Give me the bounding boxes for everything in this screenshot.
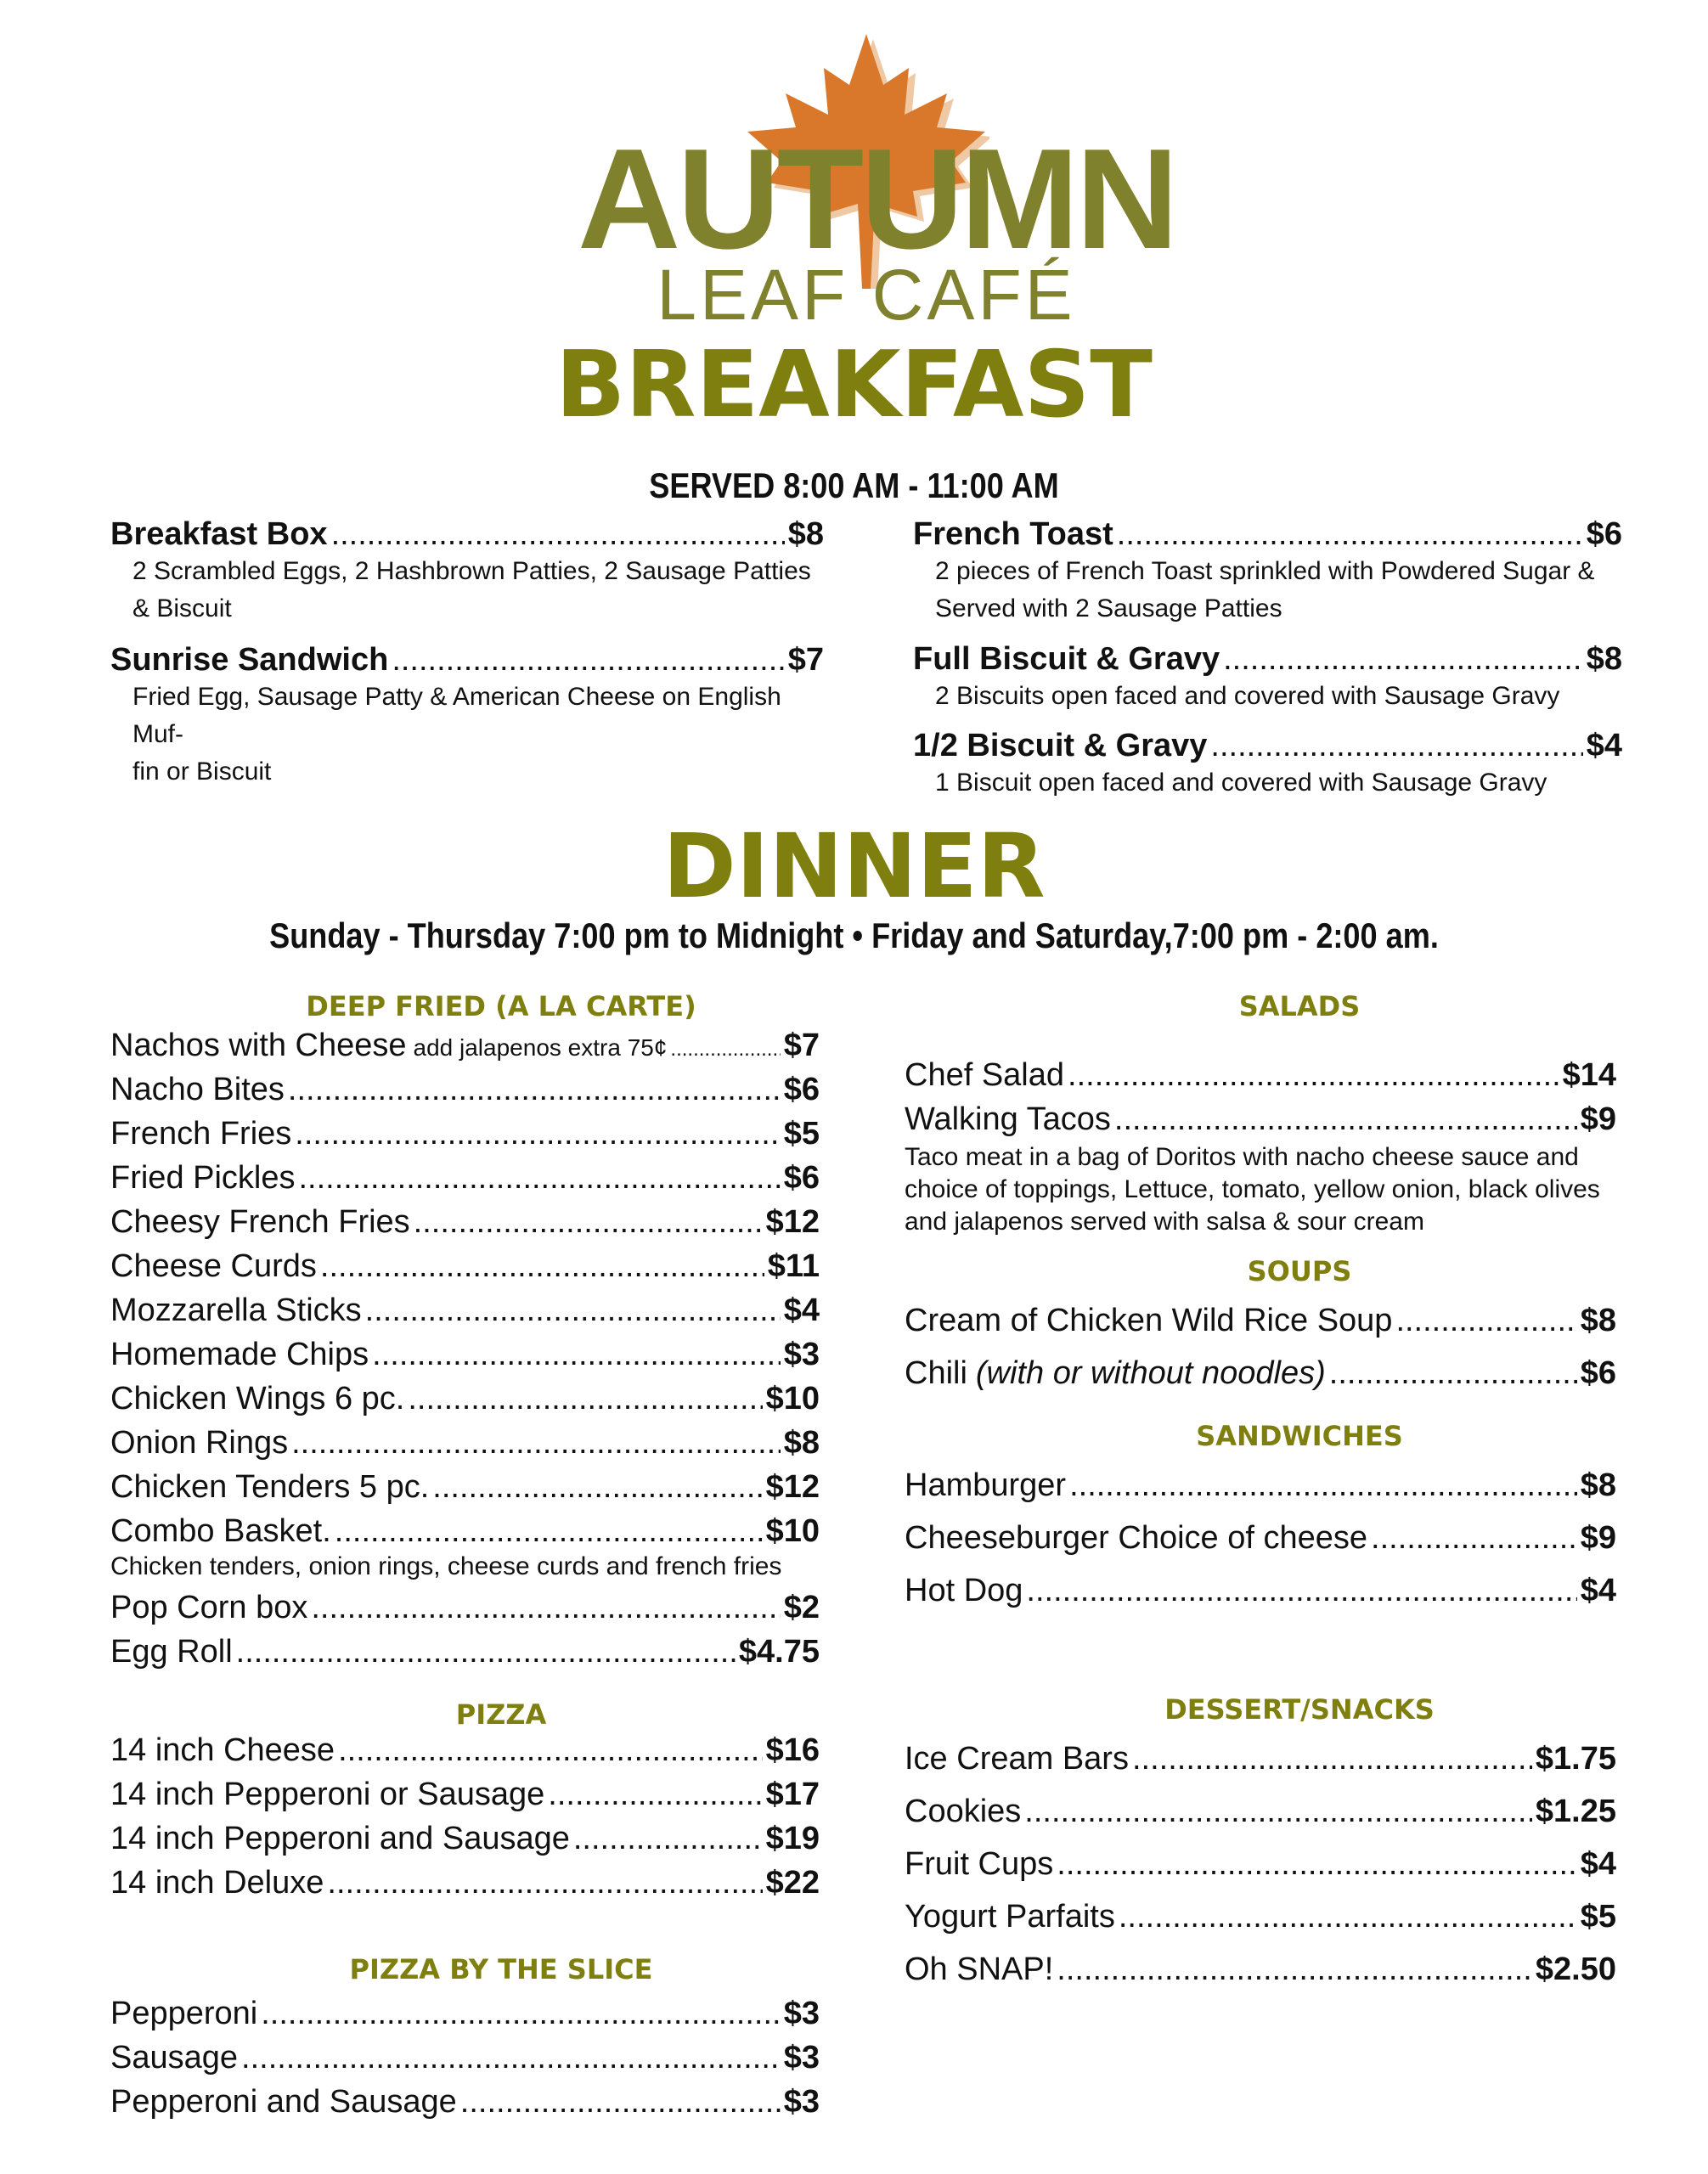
item-price: $1.75	[1535, 1741, 1616, 1777]
item-description: 2 Scrambled Eggs, 2 Hashbrown Patties, 2 Sausage Patties & Biscuit	[132, 557, 811, 622]
breakfast-title: BREAKFAST	[555, 332, 1153, 438]
menu-item	[110, 1381, 820, 1417]
section-sandwiches-title: SANDWICHES	[1196, 1420, 1403, 1452]
item-name: Full Biscuit & Gravy	[913, 641, 1220, 677]
item-name: Chicken Wings 6 pc.	[110, 1381, 405, 1416]
item-price: $4	[1580, 1846, 1616, 1882]
logo-word-leaf-cafe: LEAF CAFÉ	[657, 255, 1076, 335]
item-price: $10	[765, 1513, 820, 1549]
menu-item	[905, 1467, 1616, 1504]
section-soups-title: SOUPS	[1247, 1255, 1352, 1287]
item-description: 2 Biscuits open faced and covered with Sausage Gravy	[935, 682, 1560, 710]
breakfast-served-hours: SERVED 8:00 AM - 11:00 AM	[649, 465, 1059, 505]
item-name: Cheesy French Fries	[110, 1204, 410, 1240]
item-price: $6	[783, 1072, 820, 1107]
menu-item	[110, 1634, 820, 1670]
item-price: $22	[765, 1865, 820, 1901]
item-name: Pop Corn box	[110, 1590, 308, 1625]
item-name: Nachos with Cheese	[110, 1028, 407, 1063]
dinner-hours: Sunday - Thursday 7:00 pm to Midnight • Friday and Saturday,7:00 pm - 2:00 am.	[269, 915, 1439, 955]
menu-item	[110, 1425, 820, 1462]
item-price: $16	[765, 1732, 820, 1768]
item-price: $4	[1580, 1573, 1616, 1608]
item-name: Hamburger	[905, 1467, 1067, 1503]
menu-item	[110, 2084, 820, 2120]
section-pizza-slice-title: PIZZA BY THE SLICE	[349, 1953, 653, 1985]
item-name: 1/2 Biscuit & Gravy	[913, 728, 1208, 763]
item-name: Egg Roll	[110, 1634, 233, 1670]
item-note: add jalapenos extra 75¢	[413, 1034, 668, 1061]
item-price: $9	[1580, 1101, 1616, 1137]
breakfast-item	[913, 641, 1622, 715]
dinner-title: DINNER	[662, 814, 1046, 918]
menu-item	[905, 1355, 1616, 1392]
item-price: $4	[783, 1293, 820, 1328]
item-name: Hot Dog	[905, 1573, 1023, 1608]
menu-item	[905, 1520, 1616, 1557]
item-name: Onion Rings	[110, 1425, 289, 1461]
item-name: Fruit Cups	[905, 1846, 1054, 1882]
menu-item	[110, 1337, 820, 1373]
item-price: $6	[1586, 516, 1622, 552]
menu-item	[110, 1513, 820, 1550]
item-price: $8	[783, 1425, 820, 1461]
item-description: 2 pieces of French Toast sprinkled with Powdered Sugar & Served with 2 Sausage Patties	[935, 557, 1595, 622]
breakfast-item	[110, 516, 824, 628]
item-name: Sausage	[110, 2040, 239, 2075]
menu-item	[110, 1996, 820, 2032]
item-name: 14 inch Pepperoni or Sausage	[110, 1777, 545, 1812]
item-price: $5	[1580, 1899, 1616, 1935]
section-salads-title: SALADS	[1238, 990, 1361, 1022]
breakfast-item	[913, 728, 1622, 802]
item-name: Pepperoni and Sausage	[110, 2084, 457, 2120]
menu-item	[905, 1101, 1616, 1138]
item-description: Fried Egg, Sausage Patty & American Cheese on English Muf- fin or Biscuit	[132, 683, 781, 786]
item-name: Mozzarella Sticks	[110, 1293, 362, 1328]
menu-item	[110, 1160, 820, 1197]
menu-item	[905, 1741, 1616, 1777]
item-name: Combo Basket.	[110, 1513, 331, 1549]
item-name: Cheeseburger Choice of cheese	[905, 1520, 1368, 1556]
menu-item	[110, 1732, 820, 1769]
item-price: $7	[783, 1028, 820, 1063]
menu-item	[110, 1469, 820, 1506]
cafe-logo	[578, 34, 1175, 335]
item-price: $19	[765, 1821, 820, 1856]
item-price: $9	[1580, 1520, 1616, 1556]
walking-tacos-description: Taco meat in a bag of Doritos with nacho cheese sauce and choice of toppings, Lettuce, tomato, yellow onion, black olives and jalapenos served with salsa & sour cream	[905, 1143, 1600, 1236]
breakfast-item	[913, 516, 1622, 628]
item-price: $11	[767, 1248, 820, 1284]
item-price: $2.50	[1535, 1952, 1616, 1987]
menu-item	[905, 1303, 1616, 1339]
item-name: Homemade Chips	[110, 1337, 369, 1372]
item-price: $17	[765, 1777, 820, 1812]
item-name: Pepperoni	[110, 1996, 258, 2031]
menu-item	[905, 1846, 1616, 1883]
item-name: Yogurt Parfaits	[905, 1899, 1115, 1935]
item-name: French Toast	[913, 516, 1113, 552]
item-name: Walking Tacos	[905, 1101, 1111, 1137]
item-price: $14	[1562, 1057, 1616, 1093]
item-price: $4	[1586, 728, 1622, 763]
section-dessert-title: DESSERT/SNACKS	[1164, 1693, 1435, 1726]
combo-basket-description: Chicken tenders, onion rings, cheese curds and french fries	[110, 1552, 782, 1580]
section-pizza-title: PIZZA	[455, 1698, 547, 1731]
item-name: 14 inch Pepperoni and Sausage	[110, 1821, 570, 1856]
item-price: $8	[1586, 641, 1622, 677]
menu-item	[110, 1072, 820, 1108]
menu-item	[110, 1865, 820, 1901]
item-price: $1.25	[1535, 1794, 1616, 1829]
item-price: $8	[787, 516, 824, 552]
item-price: $12	[765, 1204, 820, 1240]
item-price: $2	[783, 1590, 820, 1625]
item-name: Nacho Bites	[110, 1072, 285, 1107]
menu-item	[110, 1028, 820, 1064]
menu-item	[905, 1573, 1616, 1609]
item-price: $3	[783, 1996, 820, 2031]
breakfast-item	[110, 642, 824, 791]
item-price: $7	[787, 642, 824, 678]
menu-item	[905, 1057, 1616, 1094]
menu-item	[110, 1777, 820, 1813]
section-deep-fried-title: DEEP FRIED (A LA CARTE)	[306, 990, 696, 1022]
item-price: $4.75	[738, 1634, 820, 1670]
item-price: $8	[1580, 1467, 1616, 1503]
item-name: Oh SNAP!	[905, 1952, 1054, 1987]
item-price: $6	[783, 1160, 820, 1196]
item-price: $3	[783, 2084, 820, 2120]
menu-item	[110, 1204, 820, 1241]
menu-item	[905, 1794, 1616, 1830]
menu-item	[110, 1821, 820, 1857]
item-price: $5	[783, 1116, 820, 1152]
item-name: Chicken Tenders 5 pc.	[110, 1469, 430, 1505]
item-name: Sunrise Sandwich	[110, 642, 389, 678]
item-price: $3	[783, 2040, 820, 2075]
item-name: Cream of Chicken Wild Rice Soup	[905, 1303, 1393, 1338]
item-price: $10	[765, 1381, 820, 1416]
item-name: 14 inch Deluxe	[110, 1865, 324, 1901]
item-name: Fried Pickles	[110, 1160, 296, 1196]
item-name: French Fries	[110, 1116, 292, 1152]
menu-item	[110, 2040, 820, 2076]
logo-word-autumn: AUTUMN	[578, 119, 1175, 279]
menu-item	[110, 1116, 820, 1152]
item-name: Chef Salad	[905, 1057, 1065, 1093]
item-name: Ice Cream Bars	[905, 1741, 1129, 1777]
item-name: Cheese Curds	[110, 1248, 317, 1284]
item-price: $6	[1580, 1355, 1616, 1391]
menu-item	[905, 1952, 1616, 1988]
item-price: $3	[783, 1337, 820, 1372]
item-price: $12	[765, 1469, 820, 1505]
item-name: Cookies	[905, 1794, 1022, 1829]
item-name: Breakfast Box	[110, 516, 328, 552]
item-name: Chili	[905, 1355, 967, 1391]
menu-item	[110, 1590, 820, 1626]
menu-item	[110, 1293, 820, 1329]
menu-item	[110, 1248, 820, 1285]
item-price: $8	[1580, 1303, 1616, 1338]
item-description: 1 Biscuit open faced and covered with Sausage Gravy	[935, 769, 1547, 797]
item-name: 14 inch Cheese	[110, 1732, 335, 1768]
menu-item	[905, 1899, 1616, 1935]
item-note: (with or without noodles)	[975, 1355, 1326, 1391]
